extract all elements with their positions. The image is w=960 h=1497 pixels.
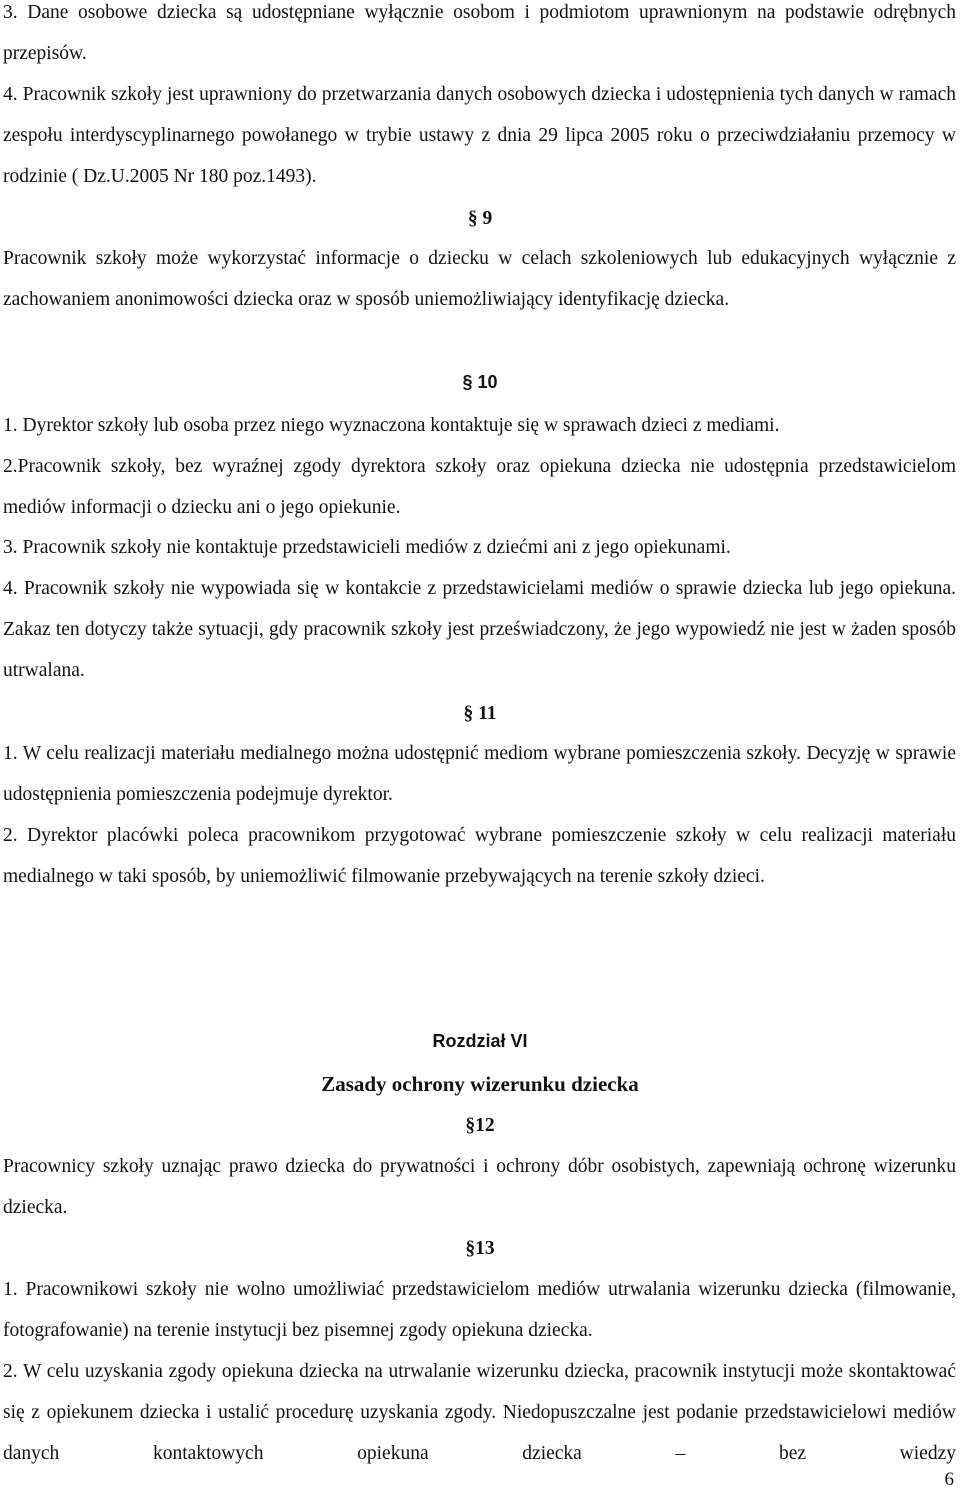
section-10-item-1: 1. Dyrektor szkoły lub osoba przez niego wyznaczona kontaktuje się w sprawach dzieci z mediami.: [3, 415, 780, 436]
section-9-text: Pracownik szkoły może wykorzystać informacje o dziecku w celach szkoleniowych lub edukacyjnych wyłącznie z zachowaniem anonimowości dziecka oraz w sposób uniemożliwiający identyfikację dziecka.: [3, 248, 956, 310]
section-11-item-2: 2. Dyrektor placówki poleca pracownikom przygotować wybrane pomieszczenie szkoły w celu realizacji materiału medialnego w taki sposób, by uniemożliwić filmowanie przebywających na terenie szkoły dzieci.: [3, 825, 956, 887]
section-13-item-1: 1. Pracownikowi szkoły nie wolno umożliwiać przedstawicielom mediów utrwalania wizerunku dziecka (filmowanie, fotografowanie) na terenie instytucji bez pisemnej zgody opiekuna dziecka.: [3, 1279, 956, 1341]
page-number: 6: [944, 1469, 954, 1490]
section-10-item-3: 3. Pracownik szkoły nie kontaktuje przedstawicieli mediów z dziećmi ani z jego opiekunami.: [3, 537, 731, 558]
section-13-item-2: 2. W celu uzyskania zgody opiekuna dziecka na utrwalanie wizerunku dziecka, pracownik instytucji może skontaktować się z opiekunem dziecka i ustalić procedurę uzyskania zgody. Niedopuszczalne jest podanie przedstawicielowi mediów danych kontaktowych opiekuna dziecka – bez wiedzy: [3, 1361, 956, 1464]
section-9-heading: § 9: [467, 208, 493, 229]
section-12-heading: §12: [465, 1115, 495, 1136]
section-11-item-1: 1. W celu realizacji materiału medialnego można udostępnić mediom wybrane pomieszczenia szkoły. Decyzję w sprawie udostępnienia pomieszczenia podejmuje dyrektor.: [3, 743, 956, 805]
section-11-heading: § 11: [463, 703, 497, 724]
section-13-heading: §13: [465, 1238, 495, 1259]
paragraph-4: 4. Pracownik szkoły jest uprawniony do przetwarzania danych osobowych dziecka i udostępnienia tych danych w ramach zespołu interdyscyplinarnego powołanego w trybie ustawy z dnia 29 lipca 2005 roku o przeciwdziałaniu przemocy w rodzinie ( Dz.U.2005 Nr 180 poz.1493).: [3, 84, 956, 187]
section-12-text: Pracownicy szkoły uznając prawo dziecka do prywatności i ochrony dóbr osobistych, zapewniają ochronę wizerunku dziecka.: [3, 1156, 956, 1218]
chapter-heading: Rozdział VI: [432, 1031, 528, 1051]
section-10-item-4: 4. Pracownik szkoły nie wypowiada się w kontakcie z przedstawicielami mediów o sprawie dziecka lub jego opiekuna. Zakaz ten dotyczy także sytuacji, gdy pracownik szkoły jest przeświadczony, że jego wypowiedź nie jest w żaden sposób utrwalana.: [3, 578, 956, 681]
section-10-item-2: 2.Pracownik szkoły, bez wyraźnej zgody dyrektora szkoły oraz opiekuna dziecka nie udostępnia przedstawicielom mediów informacji o dziecku ani o jego opiekunie.: [3, 456, 956, 518]
chapter-title: Zasady ochrony wizerunku dziecka: [321, 1072, 639, 1096]
paragraph-3: 3. Dane osobowe dziecka są udostępniane wyłącznie osobom i podmiotom uprawnionym na podstawie odrębnych przepisów.: [3, 2, 956, 64]
section-10-heading: § 10: [462, 372, 498, 392]
